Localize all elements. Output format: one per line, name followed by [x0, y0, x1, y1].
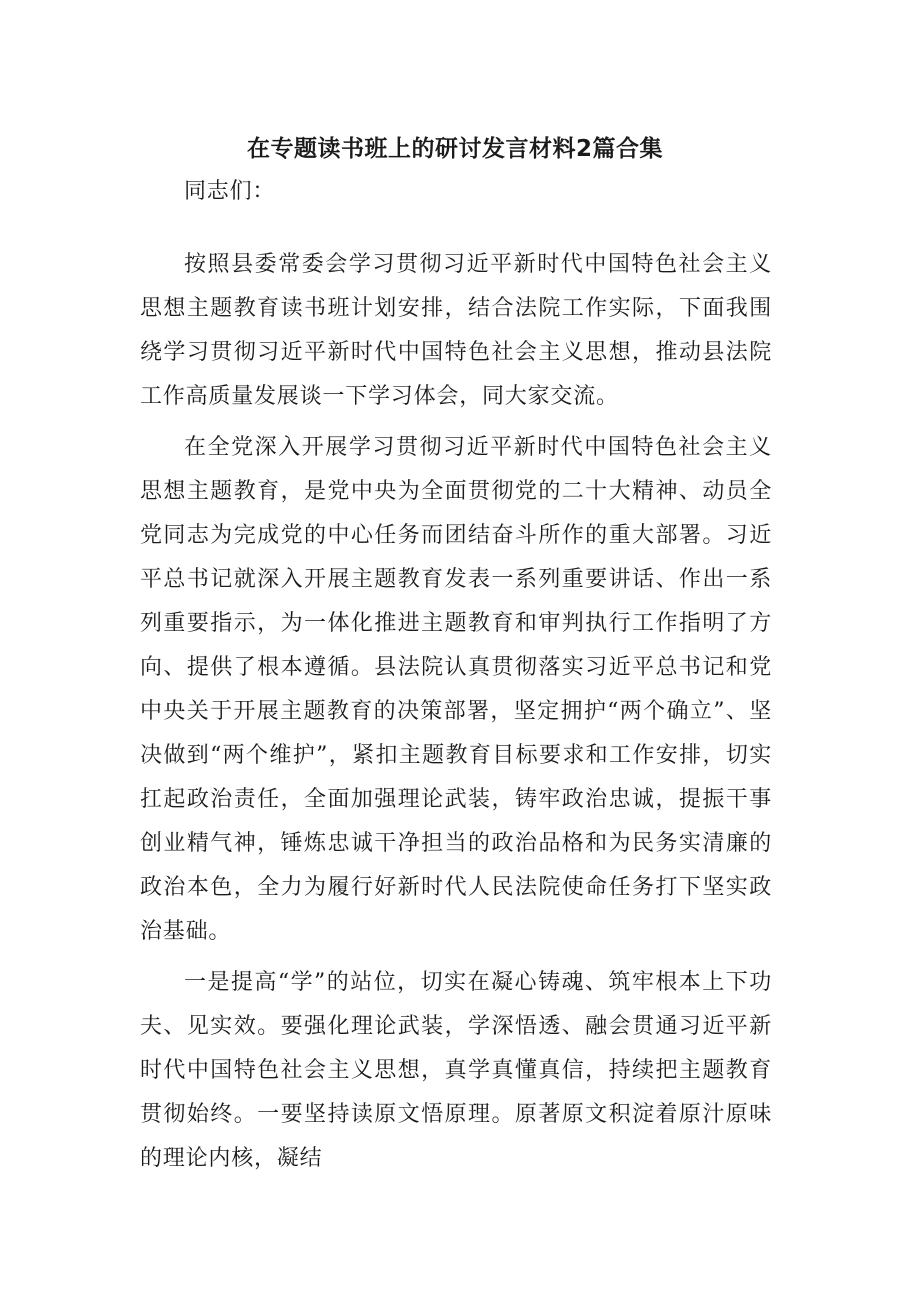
document-title: 在专题读书班上的研讨发言材料2篇合集	[246, 136, 663, 162]
paragraph-3: 一是提高“学”的站位，切实在凝心铸魂、筑牢根本上下功夫、见实效。要强化理论武装，学深悟透、融会贯通习近平新时代中国特色社会主义思想，真学真懂真信，持续把主题教育贯彻始终。一要坚持读原文悟原理。原著原文积淀着原汁原味的理论内核，凝结	[140, 970, 772, 1171]
greeting: 同志们：	[184, 179, 276, 204]
document-body	[140, 170, 772, 1188]
paragraph-1: 按照县委常委会学习贯彻习近平新时代中国特色社会主义思想主题教育读书班计划安排，结合法院工作实际，下面我围绕学习贯彻习近平新时代中国特色社会主义思想，推动县法院工作高质量发展谈一下学习体会，同大家交流。	[140, 252, 772, 409]
paragraph-2: 在全党深入开展学习贯彻习近平新时代中国特色社会主义思想主题教育，是党中央为全面贯彻党的二十大精神、动员全党同志为完成党的中心任务而团结奋斗所作的重大部署。习近平总书记就深入开展主题教育发表一系列重要讲话、作出一系列重要指示，为一体化推进主题教育和审判执行工作指明了方向、提供了根本遵循。县法院认真贯彻落实习近平总书记和党中央关于开展主题教育的决策部署，坚定拥护“两个确立”、坚决做到“两个维护”，紧扣主题教育目标要求和工作安排，切实扛起政治责任，全面加强理论武装，铸牢政治忠诚，提振干事创业精气神，锤炼忠诚干净担当的政治品格和为民务实清廉的政治本色，全力为履行好新时代人民法院使命任务打下坚实政治基础。	[140, 435, 772, 944]
